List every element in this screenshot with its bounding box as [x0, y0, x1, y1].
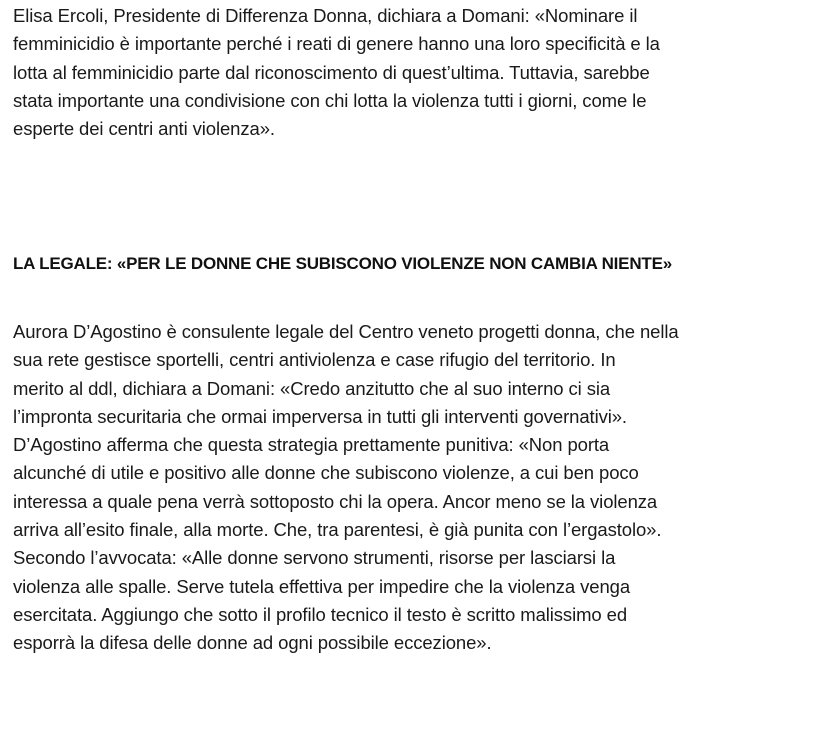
- text-line: interessa a quale pena verrà sottoposto chi la opera. Ancor meno se la violenza: [13, 490, 658, 512]
- text-line: esercitata. Aggiungo che sotto il profilo tecnico il testo è scritto malissimo ed: [13, 603, 628, 625]
- text-line: l’impronta securitaria che ormai imperversa in tutti gli interventi governativi».: [13, 405, 627, 427]
- text-line: stata importante una condivisione con chi lotta la violenza tutti i giorni, come le: [13, 89, 647, 111]
- text-line: esperte dei centri anti violenza».: [13, 118, 275, 140]
- text-line: sua rete gestisce sportelli, centri antiviolenza e case rifugio del territorio. In: [13, 349, 616, 371]
- text-line: Aurora D’Agostino è consulente legale del Centro veneto progetti donna, che nella: [13, 321, 679, 342]
- text-line: alcunché di utile e positivo alle donne che subiscono violenze, a cui ben poco: [13, 462, 639, 484]
- section-heading: LA LEGALE: «PER LE DONNE CHE SUBISCONO VIOLENZE NON CAMBIA NIENTE»: [13, 254, 672, 273]
- text-line: merito al ddl, dichiara a Domani: «Credo anzitutto che al suo interno ci sia: [13, 377, 611, 399]
- text-line: esporrà la difesa delle donne ad ogni possibile eccezione».: [13, 632, 492, 654]
- text-line: Elisa Ercoli, Presidente di Differenza Donna, dichiara a Domani: «Nominare il: [13, 5, 638, 26]
- paragraph-dagostino-quote: [13, 318, 813, 658]
- text-line: arriva all’esito finale, alla morte. Che, tra parentesi, è già punita con l’ergastolo».: [13, 519, 662, 541]
- text-line: lotta al femminicidio parte dal riconoscimento di quest’ultima. Tuttavia, sarebbe: [13, 61, 650, 83]
- text-line: violenza alle spalle. Serve tutela effettiva per impedire che la violenza venga: [13, 575, 631, 597]
- text-line: femminicidio è importante perché i reati di genere hanno una loro specificità e la: [13, 33, 660, 55]
- paragraph-ercoli-quote: [13, 2, 813, 143]
- text-line: Secondo l’avvocata: «Alle donne servono strumenti, risorse per lasciarsi la: [13, 547, 616, 569]
- text-line: D’Agostino afferma che questa strategia prettamente punitiva: «Non porta: [13, 434, 610, 456]
